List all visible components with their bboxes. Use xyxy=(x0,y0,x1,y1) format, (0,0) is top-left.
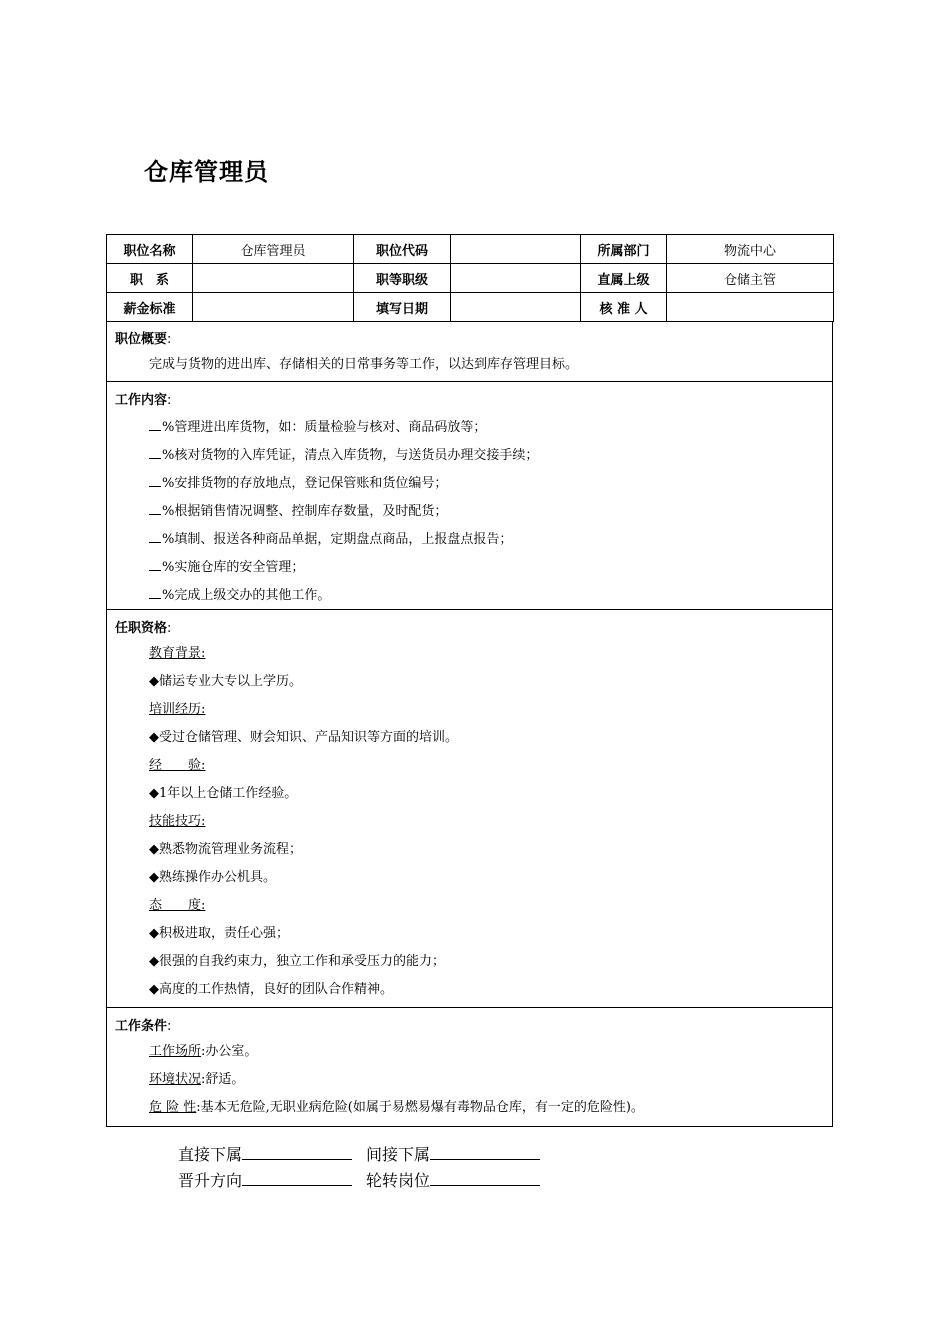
list-item: ◆熟悉物流管理业务流程； xyxy=(149,842,302,857)
summary-section xyxy=(106,321,833,382)
list-item: ◆熟练操作办公机具。 xyxy=(149,870,276,885)
position-code-label: 职位代码 xyxy=(354,235,451,264)
list-item: ◆储运专业大专以上学历。 xyxy=(149,674,302,689)
supervisor-value: 仓储主管 xyxy=(667,264,834,293)
summary-text: 完成与货物的进出库、存储相关的日常事务等工作，以达到库存管理目标。 xyxy=(149,357,579,372)
department-value: 物流中心 xyxy=(667,235,834,264)
qualification-section xyxy=(106,610,833,1008)
approver-value xyxy=(667,293,834,322)
list-item: %根据销售情况调整、控制库存数量，及时配货； xyxy=(149,502,447,520)
list-item: %安排货物的存放地点，登记保管账和货位编号； xyxy=(149,474,447,492)
department-label: 所属部门 xyxy=(581,235,667,264)
page-title: 仓库管理员 xyxy=(144,158,269,186)
fill-date-label: 填写日期 xyxy=(354,293,451,322)
approver-label: 核 准 人 xyxy=(581,293,667,322)
supervisor-label: 直属上级 xyxy=(581,264,667,293)
job-family-label: 职 系 xyxy=(107,264,193,293)
list-item: ◆受过仓储管理、财会知识、产品知识等方面的培训。 xyxy=(149,730,458,745)
list-item: ◆很强的自我约束力，独立工作和承受压力的能力； xyxy=(149,954,445,969)
salary-label: 薪金标准 xyxy=(107,293,193,322)
work-content-heading: 工作内容: xyxy=(115,393,172,408)
risk-line: 危 险 性:基本无危险,无职业病危险(如属于易燃易爆有毒物品仓库，有一定的危险性)。 xyxy=(149,1100,644,1115)
position-info-table xyxy=(106,234,834,322)
list-item: ◆积极进取，责任心强； xyxy=(149,926,289,941)
skills-label: 技能技巧: xyxy=(149,814,206,829)
promotion-line: 晋升方向 xyxy=(178,1168,352,1191)
list-item: %实施仓库的安全管理； xyxy=(149,558,304,576)
job-family-value xyxy=(193,264,354,293)
table-row xyxy=(107,235,834,264)
workplace-line: 工作场所:办公室。 xyxy=(149,1044,258,1059)
position-code-value xyxy=(451,235,581,264)
work-conditions-heading: 工作条件: xyxy=(115,1019,172,1034)
list-item: %管理进出库货物，如：质量检验与核对、商品码放等； xyxy=(149,418,486,436)
work-content-section xyxy=(106,382,833,610)
experience-label: 经 验: xyxy=(149,758,206,773)
rotation-field[interactable] xyxy=(430,1169,540,1186)
list-item: ◆1年以上仓储工作经验。 xyxy=(149,786,298,801)
fill-date-value xyxy=(451,293,581,322)
promotion-field[interactable] xyxy=(242,1169,352,1186)
list-item: %完成上级交办的其他工作。 xyxy=(149,586,330,604)
environment-line: 环境状况:舒适。 xyxy=(149,1072,245,1087)
position-name-value: 仓库管理员 xyxy=(193,235,354,264)
education-label: 教育背景: xyxy=(149,646,206,661)
position-name-label: 职位名称 xyxy=(107,235,193,264)
indirect-subordinate-line: 间接下属 xyxy=(366,1142,540,1165)
direct-subordinate-line: 直接下属 xyxy=(178,1142,352,1165)
list-item: %核对货物的入库凭证，清点入库货物，与送货员办理交接手续； xyxy=(149,446,538,464)
list-item: ◆高度的工作热情，良好的团队合作精神。 xyxy=(149,982,393,997)
training-label: 培训经历: xyxy=(149,702,206,717)
work-conditions-section xyxy=(106,1008,833,1127)
list-item: %填制、报送各种商品单据，定期盘点商品，上报盘点报告； xyxy=(149,530,512,548)
direct-subordinate-field[interactable] xyxy=(242,1143,352,1160)
qualification-heading: 任职资格: xyxy=(115,621,172,636)
table-row xyxy=(107,293,834,322)
attitude-label: 态 度: xyxy=(149,898,206,913)
indirect-subordinate-field[interactable] xyxy=(430,1143,540,1160)
table-row xyxy=(107,264,834,293)
grade-value xyxy=(451,264,581,293)
summary-heading: 职位概要: xyxy=(115,332,172,347)
grade-label: 职等职级 xyxy=(354,264,451,293)
salary-value xyxy=(193,293,354,322)
rotation-line: 轮转岗位 xyxy=(366,1168,540,1191)
